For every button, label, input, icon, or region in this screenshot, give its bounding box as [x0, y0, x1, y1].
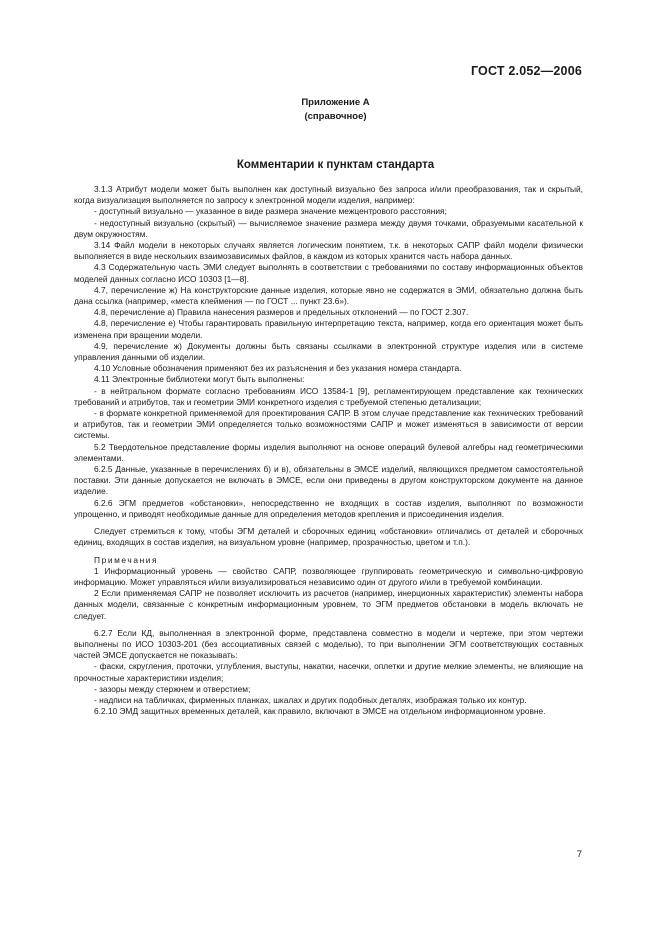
- appendix-heading: [0, 96, 661, 124]
- note: 1 Информационный уровень — свойство САПР, позволяющее группировать геометрическую и символьно-цифровую информацию. Может управляться и/или визуализироваться независимо один от другого и/или в требуемой комбинации.: [74, 565, 583, 587]
- note: 2 Если применяемая САПР не позволяет исключить из расчетов (например, инерционных характеристик) элементы набора данных модели, связанные с конкретным информационным уровнем, то ЭГМ предметов обстановки в модель включать не следует.: [74, 588, 583, 621]
- paragraph: 6.2.5 Данные, указанные в перечислениях б) и в), обязательны в ЭМСЕ изделий, являющихся предметом самостоятельной поставки. Эти данные допускается не включать в ЭМСЕ, если они приведены в другом конструкторском документе на данное изделие.: [74, 464, 583, 497]
- list-item: - в формате конкретной применяемой для проектирования САПР. В этом случае представление как технических требований и атрибутов, так и геометрии ЭМИ определяется только возможностями САПР и может изменяться в зависимости от версии системы.: [74, 408, 583, 441]
- list-item: - доступный визуально — указанное в виде размера значение межцентрового расстояния;: [94, 206, 447, 217]
- paragraph: 4.10 Условные обозначения применяют без их разъяснения и без указания номера стандарта.: [94, 363, 462, 374]
- paragraph: 4.9, перечисление ж) Документы должны быть связаны ссылками в электронной структуре изделия или в системе управления данными об изделии.: [74, 340, 583, 363]
- appendix-title: Приложение А: [301, 97, 370, 108]
- paragraph: 6.2.6 ЭГМ предметов «обстановки», непосредственно не входящих в состав изделия, выполняют по возможности упрощенно, и приводят необходимые данные для определения методов крепления и присоединения изделия.: [74, 497, 583, 519]
- list-item: - недоступный визуально (скрытый) — вычисляемое значение размера между двумя точками, образуемыми касательной к двум окружностям.: [74, 217, 583, 239]
- paragraph: 4.7, перечисление ж) На конструкторские данные изделия, которые явно не содержатся в ЭМИ, обязательно должна быть дана ссылка (например, «места клеймения — по ГОСТ ... пункт 23.6»).: [74, 284, 583, 307]
- section-title: Комментарии к пунктам стандарта: [236, 159, 435, 171]
- list-item: - зазоры между стержнем и отверстием;: [94, 683, 251, 694]
- paragraph: 4.11 Электронные библиотеки могут быть выполнены:: [94, 374, 305, 385]
- list-item: - надписи на табличках, фирменных планках, шкалах и других подобных деталях, изображая только их контур.: [94, 694, 527, 705]
- paragraph: 4.8, перечисление а) Правила нанесения размеров и предельных отклонений — по ГОСТ 2.307.: [94, 307, 469, 318]
- list-item: - фаски, скругления, проточки, углубления, выступы, накатки, насечки, оплетки и другие мелкие элементы, не влияющие на прочностные характеристики изделия;: [74, 661, 583, 683]
- paragraph: 6.2.10 ЭМД защитных временных деталей, как правило, включают в ЭМСЕ на отдельном информационном уровне.: [94, 706, 546, 717]
- paragraph: Следует стремиться к тому, чтобы ЭГМ деталей и сборочных единиц «обстановки» отличались от деталей и сборочных единиц, входящих в состав изделия, на визуальном уровне (например, прозрачностью, цветом и т.п.).: [74, 526, 583, 548]
- paragraph: 6.2.7 Если КД, выполненная в электронной форме, представлена совместно в модели и чертеже, при этом чертежи выполнены по ИСО 10303-201 (без ассоциативных связей с моделью), то при выполнении ЭГМ соответствующих составных частей ЭМСЕ допускается не показывать:: [74, 627, 583, 661]
- document-body: [74, 184, 583, 717]
- standard-number: ГОСТ 2.052—2006: [470, 64, 582, 78]
- paragraph: 5.2 Твердотельное представление формы изделия выполняют на основе операций булевой алгебры над геометрическими элементами.: [74, 441, 583, 463]
- paragraph: 4.3 Содержательную часть ЭМИ следует выполнять в соответствии с требованиями по составу информационных объектов моделей данных согласно ИСО 10303 [1—8].: [74, 262, 583, 284]
- notes-label: Примечания: [94, 554, 159, 565]
- appendix-subtitle: (справочное): [304, 111, 367, 122]
- paragraph: 4.8, перечисление е) Чтобы гарантировать правильную интерпретацию текста, например, когда его ориентация может быть изменена при вращении модели.: [74, 318, 583, 340]
- paragraph: 3.14 Файл модели в некоторых случаях является логическим понятием, т.к. в некоторых САПР файл модели физически выполняется в виде нескольких взаимозависимых файлов, в каждом из которых хранится часть набора данных.: [74, 240, 583, 262]
- paragraph: 3.1.3 Атрибут модели может быть выполнен как доступный визуально без запроса и/или преобразования, так и скрытый, когда визуализация выполняется по запросу к электронной модели изделия, например:: [74, 184, 583, 206]
- list-item: - в нейтральном формате согласно требованиям ИСО 13584-1 [9], регламентирующем представление как технических требований и атрибутов, так и геометрии ЭМИ конкретного изделия с требуемой степенью детализации;: [74, 385, 583, 407]
- page-number: 7: [576, 849, 582, 860]
